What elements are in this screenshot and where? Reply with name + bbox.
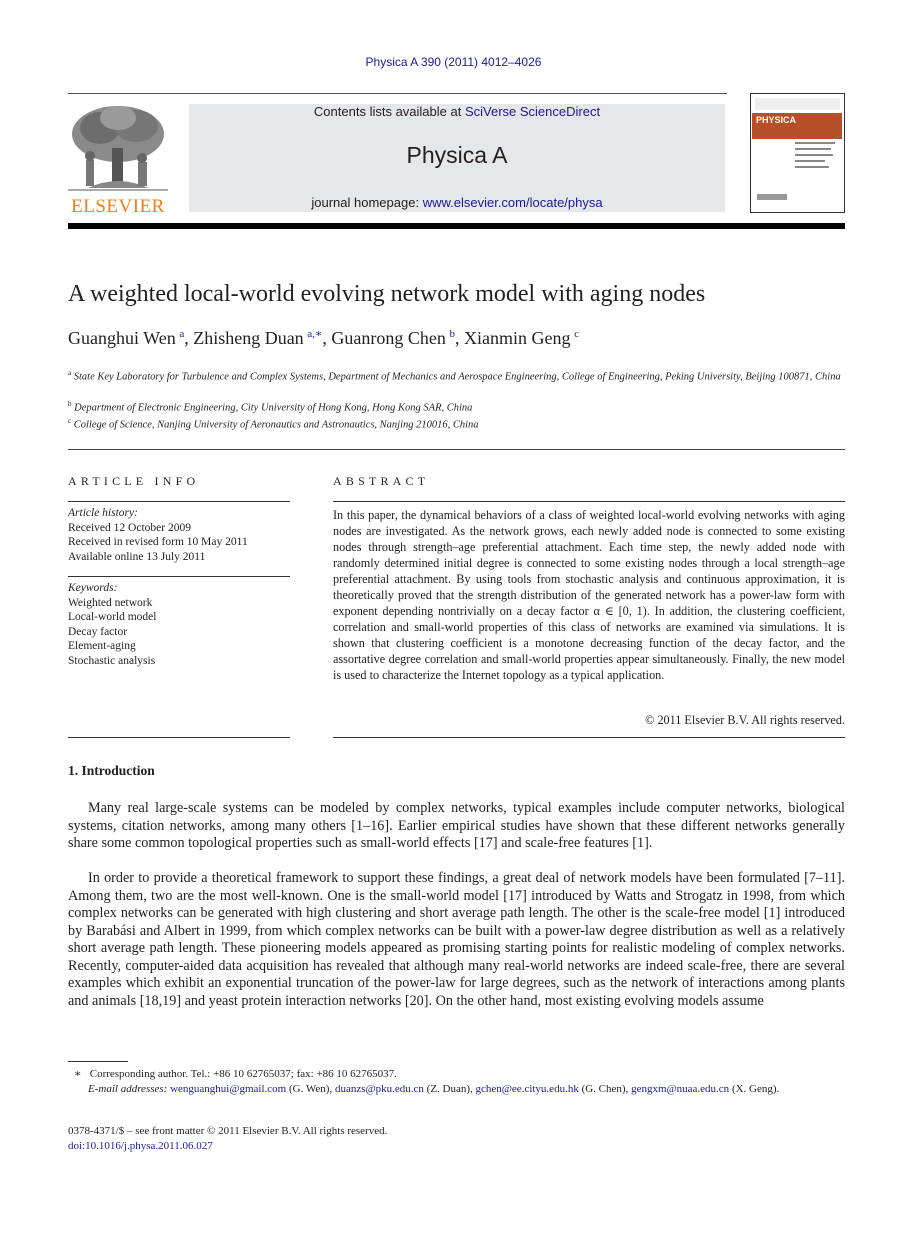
- section-heading-introduction: 1. Introduction: [68, 763, 155, 778]
- article-info-rule: [68, 501, 290, 502]
- email-link[interactable]: gchen@ee.cityu.edu.hk: [475, 1083, 579, 1095]
- email-owner: (Z. Duan),: [426, 1083, 473, 1095]
- keyword: Local-world model: [68, 611, 157, 623]
- header-thick-rule: [68, 223, 845, 229]
- paper-title: A weighted local-world evolving network model with aging nodes: [68, 281, 706, 307]
- abstract-bottom-rule: [333, 737, 845, 738]
- cover-image-icon: [751, 94, 844, 212]
- intro-paragraph-1: Many real large-scale systems can be modeled by complex networks, typical examples include computer networks, biological systems, citation networks, among many others [1–16]. Earlier empirical studies have shown that these different networks generally share some common topological properties such as small-world effects [17] and scale-free features [1].: [68, 800, 845, 851]
- history-revised: Received in revised form 10 May 2011: [68, 536, 248, 548]
- homepage-prefix: journal homepage:: [311, 195, 423, 210]
- author-affil-mark[interactable]: b: [449, 328, 455, 340]
- header-rule: [68, 93, 727, 94]
- email-link[interactable]: gengxm@nuaa.edu.cn: [631, 1083, 730, 1095]
- abstract-rule: [333, 501, 845, 502]
- article-info-bottom-rule: [68, 737, 290, 738]
- homepage-link[interactable]: www.elsevier.com/locate/physa: [422, 195, 603, 210]
- contents-prefix: Contents lists available at: [313, 104, 465, 119]
- tree-icon: [68, 104, 168, 194]
- affil-text: College of Science, Nanjing University of Aeronautics and Astronautics, Nanjing 210016, China: [73, 419, 479, 431]
- keywords: [68, 581, 290, 668]
- affil-mark: a: [68, 369, 72, 377]
- history-label: Article history:: [68, 507, 138, 519]
- corresponding-marker: ∗: [74, 1068, 82, 1080]
- keywords-rule: [68, 576, 290, 577]
- affiliation-a: [68, 366, 845, 385]
- keyword: Weighted network: [68, 596, 153, 609]
- footnote-rule: [68, 1061, 128, 1062]
- email-label: E-mail addresses:: [88, 1083, 168, 1095]
- author-name: Guanghui Wen: [68, 328, 176, 348]
- keyword: Decay factor: [68, 625, 128, 638]
- email-link[interactable]: wenguanghui@gmail.com: [170, 1083, 287, 1095]
- author-affil-mark[interactable]: a,∗: [307, 328, 323, 340]
- author-name: Guanrong Chen: [331, 328, 446, 348]
- email-footnote: [68, 1082, 845, 1097]
- history-received: Received 12 October 2009: [68, 521, 191, 534]
- corresponding-footnote: [68, 1067, 845, 1082]
- article-history: [68, 506, 290, 564]
- doi-link[interactable]: doi:10.1016/j.physa.2011.06.027: [68, 1140, 213, 1152]
- cover-title: PHYSICA: [756, 115, 797, 125]
- affil-text: Department of Electronic Engineering, City University of Hong Kong, Hong Kong SAR, China: [74, 402, 473, 414]
- corresponding-text: Corresponding author. Tel.: +86 10 62765037; fax: +86 10 62765037.: [89, 1068, 397, 1080]
- intro-paragraph-2: In order to provide a theoretical framework to support these findings, a great deal of network models have been formulated [7–11]. Among them, two are the most well-known. One is the small-world model [17] introduced by Watts and Strogatz in 1998, from which complex networks can be generated with high clustering and short average path length. The other is the scale-free model [1] introduced by Barabási and Albert in 1999, from which complex networks can be built with a power-law degree distribution as well as a relatively short average path length. These pioneering models appeared as promising starting points for realistic modeling of complex networks. Recently, computer-aided data acquisition has revealed that although many real-world networks are indeed scale-free, there are several examples which exhibit an exponential truncation of the power-law for large degrees, such as the network of interactions among plants and animals [18,19] and yeast protein interaction networks [20]. On the other hand, most existing evolving models assume: [68, 870, 845, 1009]
- journal-citation: Physica A 390 (2011) 4012–4026: [365, 55, 542, 69]
- affiliation-b: [68, 397, 845, 416]
- author-affil-mark[interactable]: a: [179, 328, 185, 340]
- journal-name: Physica A: [406, 142, 508, 168]
- affil-text: State Key Laboratory for Turbulence and Complex Systems, Department of Mechanics and Aerospace Engineering, College of Engineering, Peking University, Beijing 100871, China: [73, 371, 841, 383]
- article-info-heading: ARTICLE INFO: [68, 474, 200, 488]
- abstract-copyright: © 2011 Elsevier B.V. All rights reserved.: [645, 713, 845, 727]
- keyword: Stochastic analysis: [68, 654, 156, 667]
- author-name: Zhisheng Duan: [193, 328, 304, 348]
- elsevier-wordmark: ELSEVIER: [71, 196, 165, 217]
- sciencedirect-link[interactable]: SciVerse ScienceDirect: [464, 104, 601, 119]
- affil-mark: b: [68, 400, 72, 408]
- contents-available-line: [189, 104, 725, 119]
- email-owner: (X. Geng).: [731, 1083, 780, 1095]
- email-owner: (G. Wen),: [288, 1083, 333, 1095]
- author-affil-mark[interactable]: c: [574, 328, 579, 340]
- journal-homepage-line: [189, 195, 725, 210]
- history-online: Available online 13 July 2011: [68, 550, 206, 563]
- affil-mark: c: [68, 417, 72, 425]
- email-owner: (G. Chen),: [581, 1083, 629, 1095]
- email-link[interactable]: duanzs@pku.edu.cn: [334, 1083, 424, 1095]
- author-name: Xianmin Geng: [464, 328, 571, 348]
- affiliation-c: [68, 414, 845, 433]
- abstract-heading: ABSTRACT: [333, 474, 430, 488]
- keywords-label: Keywords:: [68, 582, 118, 594]
- issn-line: 0378-4371/$ – see front matter © 2011 Elsevier B.V. All rights reserved.: [68, 1125, 388, 1137]
- author-list: Guanghui Wen $^a$, Zhisheng Duan $^{a,∗}$, Guanrong Chen $^b$, Xianmin Geng $^c$: [68, 328, 579, 348]
- affiliation-rule: [68, 449, 845, 450]
- journal-cover-thumbnail[interactable]: [750, 93, 845, 213]
- abstract-text: In this paper, the dynamical behaviors of a class of weighted local-world evolving networks with aging nodes are investigated. As the network grows, each newly added node is connected to some existing nodes through strength–age preferential attachment. Each time step, the newly added node with randomly determined initial degree is connected to some existing nodes through a local strength–age preferential attachment. By using tools from stochastic analysis and continuous approximation, it is theoretically proved that the strength distribution of the generated network has a power-law form with exponent depending nontrivially on a decay factor α ∈ [0, 1). In addition, the clustering coefficient, correlation and small-world properties of this class of networks are examined via simulations. It is shown that clustering coefficient is a monotone decreasing function of the decay factor, and the assortative degree correlation and small-world properties appear simultaneously. Finally, the new model is used to characterize the Internet topology as a typical application.: [333, 508, 845, 682]
- keyword: Element-aging: [68, 640, 136, 652]
